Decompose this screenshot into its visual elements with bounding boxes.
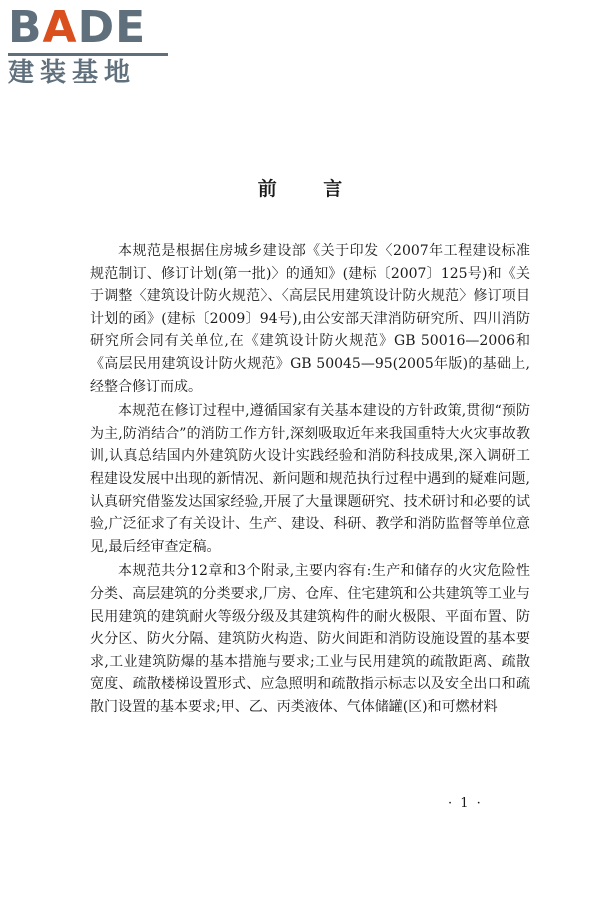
logo-letters-de: DE	[77, 2, 147, 53]
paragraph-1: 本规范是根据住房城乡建设部《关于印发〈2007年工程建设标准规范制订、修订计划(第一批)〉的通知》(建标〔2007〕125号)和《关于调整〈建筑设计防火规范〉、〈高层民用建筑设计防火规范〉修订项目计划的函》(建标〔2009〕94号),由公安部天津消防研究所、四川消防研究所会同有关单位,在《建筑设计防火规范》GB 50016—2006和《高层民用建筑设计防火规范》GB 50045—95(2005年版)的基础上,经整合修订而成。	[90, 243, 530, 395]
logo-letter-a: A	[42, 2, 78, 53]
logo-letter-b: B	[8, 2, 43, 53]
logo-wordmark	[8, 4, 178, 52]
bade-logo	[8, 4, 178, 90]
paragraph-2: 本规范在修订过程中,遵循国家有关基本建设的方针政策,贯彻“预防为主,防消结合”的消防工作方针,深刻吸取近年来我国重特大火灾事故教训,认真总结国内外建筑防火设计实践经验和消防科技成果,深入调研工程建设发展中出现的新情况、新问题和规范执行过程中遇到的疑难问题,认真研究借鉴发达国家经验,开展了大量课题研究、技术研讨和必要的试验,广泛征求了有关设计、生产、建设、科研、教学和消防监督等单位意见,最后经审查定稿。	[90, 403, 530, 555]
paragraph-3: 本规范共分12章和3个附录,主要内容有:生产和储存的火灾危险性分类、高层建筑的分类要求,厂房、仓库、住宅建筑和公共建筑等工业与民用建筑的建筑耐火等级分级及其建筑构件的耐火极限、平面布置、防火分区、防火分隔、建筑防火构造、防火间距和消防设施设置的基本要求,工业建筑防爆的基本措施与要求;工业与民用建筑的疏散距离、疏散宽度、疏散楼梯设置形式、应急照明和疏散指示标志以及安全出口和疏散门设置的基本要求;甲、乙、丙类液体、气体储罐(区)和可燃材料	[90, 563, 530, 715]
document-body	[90, 240, 530, 720]
page-title: 前 言	[257, 178, 363, 200]
page-number: · 1 ·	[448, 796, 483, 811]
logo-subtitle: 建装基地	[8, 58, 137, 88]
